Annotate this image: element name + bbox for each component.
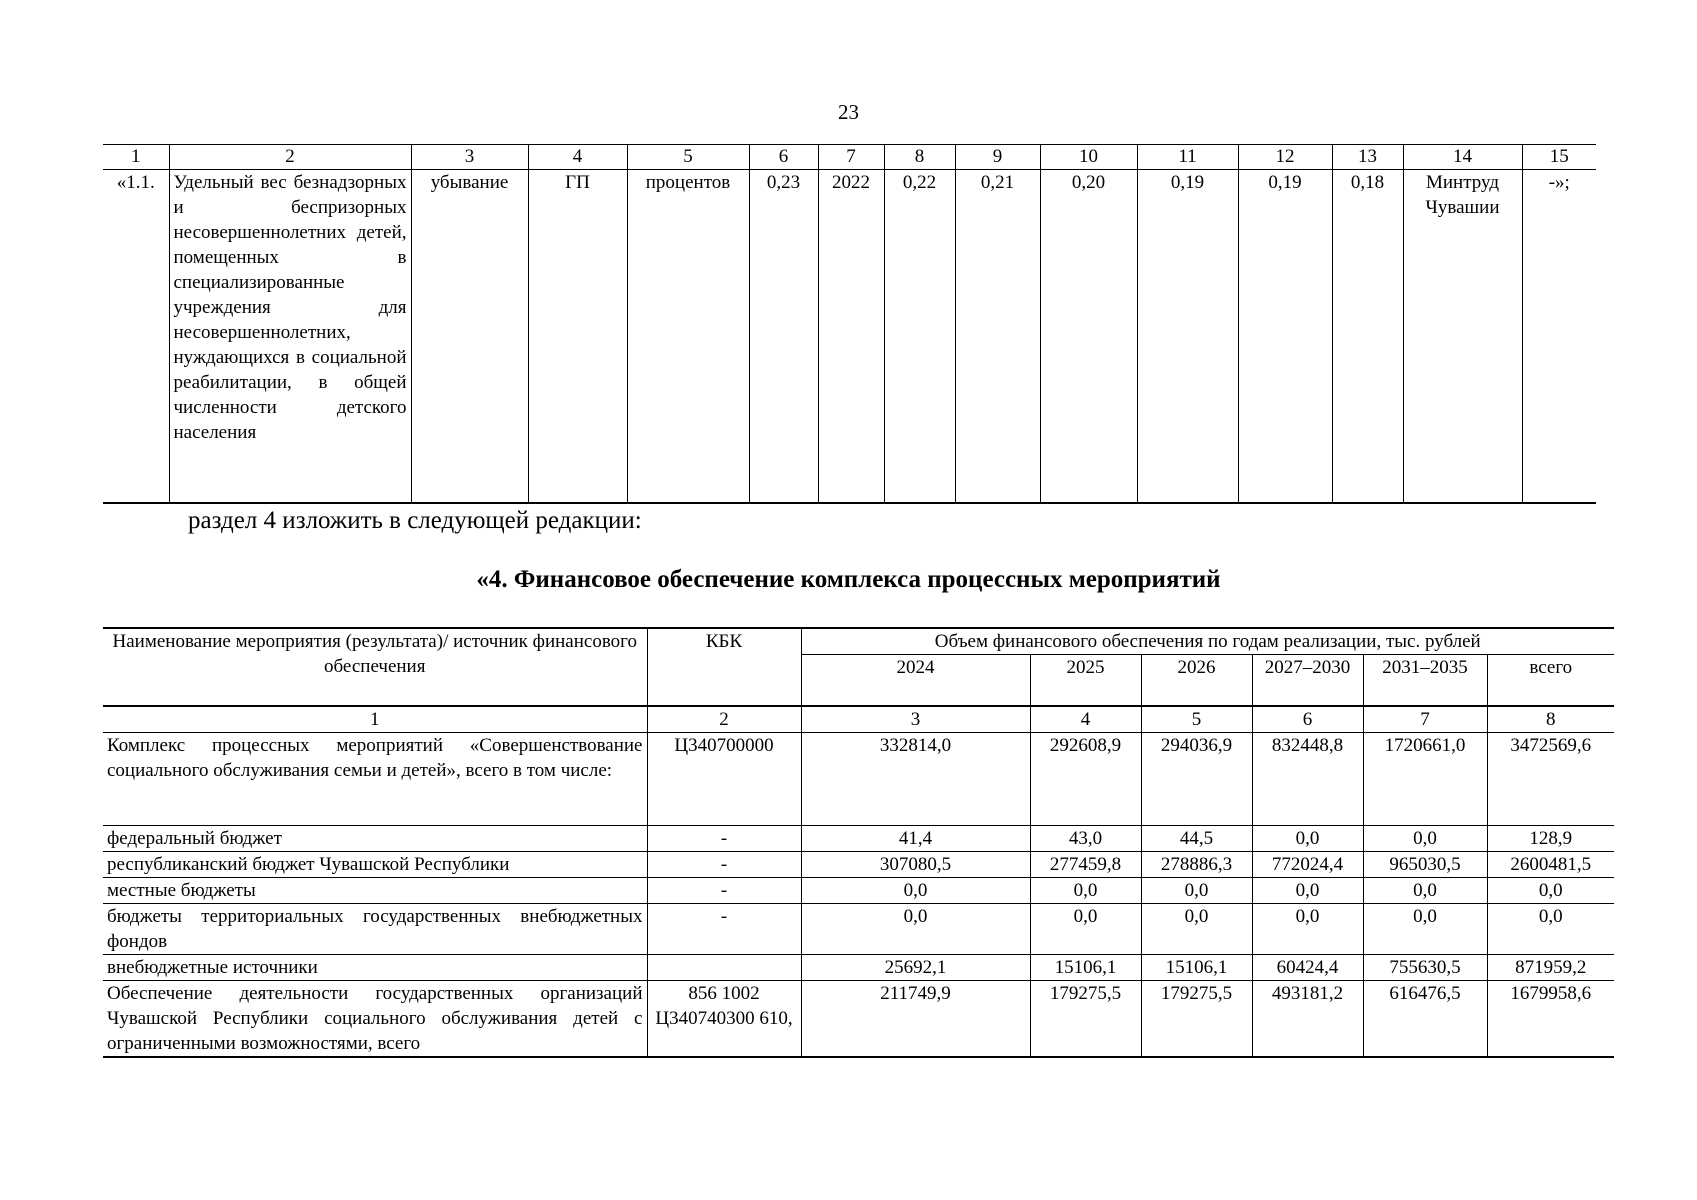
row-value: 0,0 (1252, 904, 1363, 955)
row-value: 871959,2 (1487, 955, 1614, 981)
table-row (103, 852, 1614, 878)
indicator-num: «1.1. (103, 170, 169, 504)
col-number: 1 (103, 145, 169, 170)
finance-header-row (103, 628, 1614, 655)
row-value: 1679958,6 (1487, 981, 1614, 1058)
row-value: 15106,1 (1030, 955, 1141, 981)
year-header: всего (1487, 655, 1614, 707)
col-number: 9 (955, 145, 1040, 170)
indicator-level: ГП (528, 170, 627, 504)
row-value: 493181,2 (1252, 981, 1363, 1058)
col-number: 15 (1522, 145, 1596, 170)
row-value: 0,0 (1141, 904, 1252, 955)
year-header: 2027–2030 (1252, 655, 1363, 707)
row-value: 0,0 (801, 904, 1030, 955)
row-value: 179275,5 (1141, 981, 1252, 1058)
row-kbk: - (647, 878, 801, 904)
table-row (103, 904, 1614, 955)
indicator-value: 0,18 (1332, 170, 1403, 504)
row-kbk: - (647, 826, 801, 852)
row-value: 0,0 (1363, 826, 1487, 852)
indicator-direction: убывание (411, 170, 528, 504)
col-number: 11 (1137, 145, 1238, 170)
col-number: 4 (528, 145, 627, 170)
row-name: федеральный бюджет (103, 826, 647, 852)
indicator-base-year: 2022 (818, 170, 884, 504)
indicator-header-row (103, 145, 1596, 170)
col-number: 14 (1403, 145, 1522, 170)
indicator-end: -»; (1522, 170, 1596, 504)
table-row (103, 826, 1614, 852)
indicator-row (103, 170, 1596, 504)
header-name: Наименование мероприятия (результата)/ источник финансового обеспечения (103, 628, 647, 706)
page-number: 23 (838, 100, 859, 124)
row-value: 2600481,5 (1487, 852, 1614, 878)
col-number: 7 (1363, 706, 1487, 733)
indicator-value: 0,21 (955, 170, 1040, 504)
indicator-value: 0,20 (1040, 170, 1137, 504)
row-name: бюджеты территориальных государственных внебюджетных фондов (103, 904, 647, 955)
col-number: 7 (818, 145, 884, 170)
col-number: 6 (749, 145, 818, 170)
row-value: 0,0 (1363, 878, 1487, 904)
indicator-value: 0,22 (884, 170, 955, 504)
year-header: 2031–2035 (1363, 655, 1487, 707)
row-value: 755630,5 (1363, 955, 1487, 981)
col-number: 3 (411, 145, 528, 170)
table-row (103, 878, 1614, 904)
row-value: 43,0 (1030, 826, 1141, 852)
row-name: внебюджетные источники (103, 955, 647, 981)
table-row (103, 733, 1614, 826)
row-kbk: - (647, 852, 801, 878)
indicator-table (103, 144, 1596, 504)
col-number: 2 (169, 145, 411, 170)
row-value: 278886,3 (1141, 852, 1252, 878)
col-number: 5 (627, 145, 749, 170)
col-number: 12 (1238, 145, 1332, 170)
row-value: 832448,8 (1252, 733, 1363, 826)
row-value: 60424,4 (1252, 955, 1363, 981)
year-header: 2024 (801, 655, 1030, 707)
row-value: 965030,5 (1363, 852, 1487, 878)
indicator-value: 0,19 (1137, 170, 1238, 504)
indicator-responsible: Минтруд Чувашии (1403, 170, 1522, 504)
row-value: 0,0 (1252, 878, 1363, 904)
row-value: 0,0 (1487, 878, 1614, 904)
row-name: Обеспечение деятельности государственных организаций Чувашской Республики социального обслуживания детей с ограниченными возможностями, всего (103, 981, 647, 1058)
indicator-name: Удельный вес безнадзорных и беспризорных несовершеннолетних детей, помещенных в специализированные учреждения для несовершеннолетних, нуждающихся в социальной реабилитации, в общей численности детского населения (169, 170, 411, 504)
header-volume: Объем финансового обеспечения по годам реализации, тыс. рублей (801, 628, 1614, 655)
col-number: 13 (1332, 145, 1403, 170)
col-number: 8 (1487, 706, 1614, 733)
header-kbk: КБК (647, 628, 801, 706)
row-value: 0,0 (1363, 904, 1487, 955)
row-value: 0,0 (1030, 904, 1141, 955)
row-kbk: Ц340700000 (647, 733, 801, 826)
indicator-unit: процентов (627, 170, 749, 504)
row-value: 3472569,6 (1487, 733, 1614, 826)
row-value: 41,4 (801, 826, 1030, 852)
section-title: «4. Финансовое обеспечение комплекса процессных мероприятий (476, 566, 1221, 593)
row-value: 0,0 (1252, 826, 1363, 852)
finance-col-numbers (103, 706, 1614, 733)
row-value: 292608,9 (1030, 733, 1141, 826)
row-kbk: 856 1002 Ц340740300 610, (647, 981, 801, 1058)
col-number: 4 (1030, 706, 1141, 733)
row-value: 332814,0 (801, 733, 1030, 826)
col-number: 3 (801, 706, 1030, 733)
col-number: 5 (1141, 706, 1252, 733)
col-number: 1 (103, 706, 647, 733)
instruction-text: раздел 4 изложить в следующей редакции: (188, 507, 642, 534)
year-header: 2026 (1141, 655, 1252, 707)
table-row (103, 955, 1614, 981)
col-number: 10 (1040, 145, 1137, 170)
row-name: местные бюджеты (103, 878, 647, 904)
row-value: 0,0 (1030, 878, 1141, 904)
row-value: 25692,1 (801, 955, 1030, 981)
table-row (103, 981, 1614, 1058)
row-value: 211749,9 (801, 981, 1030, 1058)
col-number: 8 (884, 145, 955, 170)
row-name: республиканский бюджет Чувашской Республики (103, 852, 647, 878)
row-value: 1720661,0 (1363, 733, 1487, 826)
row-value: 15106,1 (1141, 955, 1252, 981)
row-name: Комплекс процессных мероприятий «Совершенствование социального обслуживания семьи и детей», всего в том числе: (103, 733, 647, 826)
col-number: 2 (647, 706, 801, 733)
row-value: 44,5 (1141, 826, 1252, 852)
row-value: 772024,4 (1252, 852, 1363, 878)
row-value: 277459,8 (1030, 852, 1141, 878)
row-value: 0,0 (1141, 878, 1252, 904)
row-kbk (647, 955, 801, 981)
col-number: 6 (1252, 706, 1363, 733)
finance-table (103, 627, 1614, 1058)
indicator-base-value: 0,23 (749, 170, 818, 504)
row-value: 179275,5 (1030, 981, 1141, 1058)
row-value: 0,0 (801, 878, 1030, 904)
row-value: 307080,5 (801, 852, 1030, 878)
row-value: 0,0 (1487, 904, 1614, 955)
year-header: 2025 (1030, 655, 1141, 707)
row-value: 616476,5 (1363, 981, 1487, 1058)
row-value: 128,9 (1487, 826, 1614, 852)
indicator-value: 0,19 (1238, 170, 1332, 504)
row-kbk: - (647, 904, 801, 955)
row-value: 294036,9 (1141, 733, 1252, 826)
